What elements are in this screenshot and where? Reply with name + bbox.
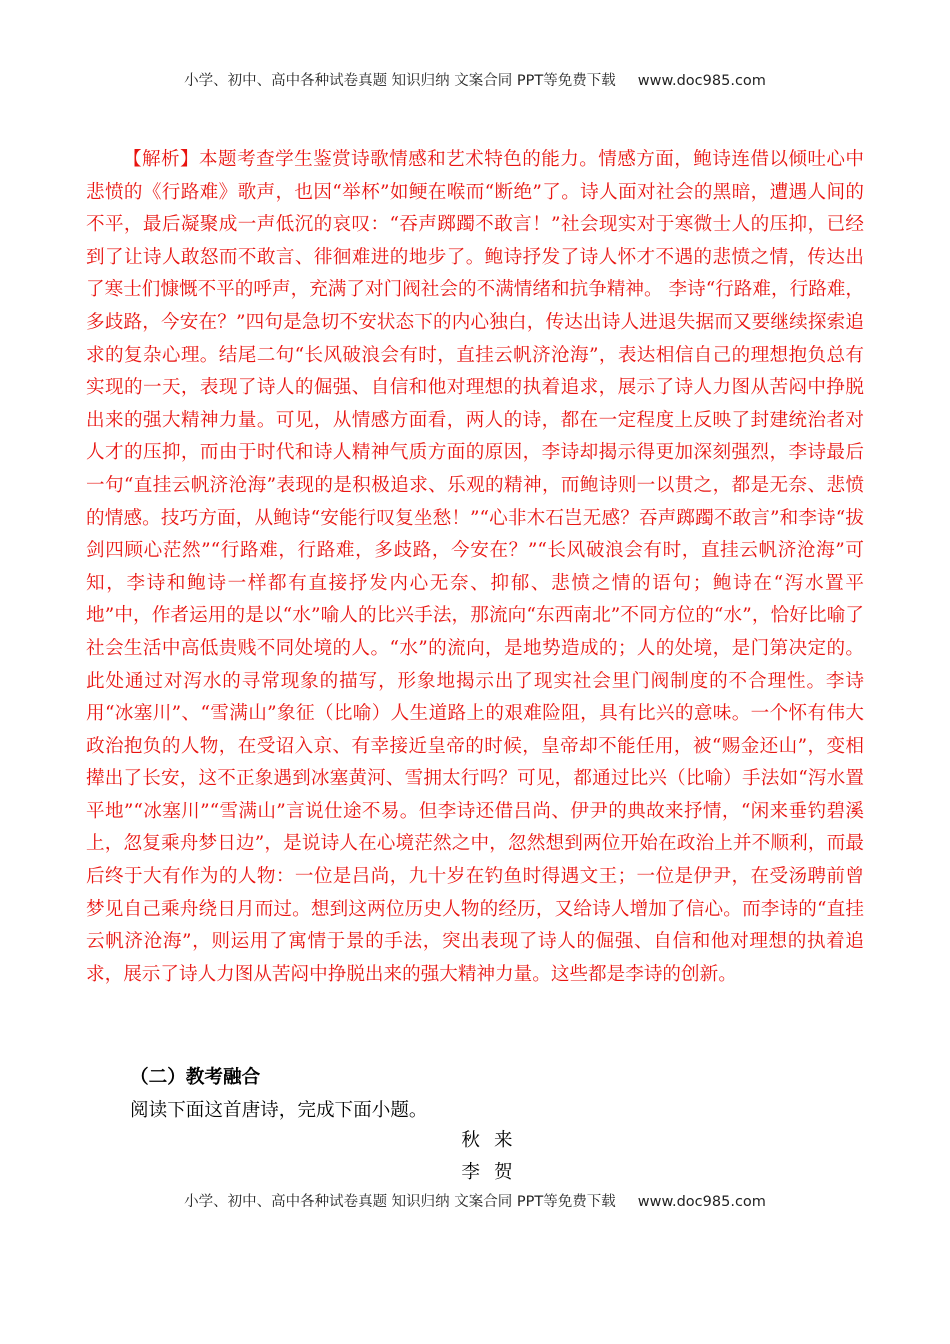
header-url[interactable]: www.doc985.com	[637, 73, 766, 89]
section-instruction: 阅读下面这首唐诗，完成下面小题。	[130, 1100, 428, 1121]
analysis-body: 本题考查学生鉴赏诗歌情感和艺术特色的能力。情感方面，鲍诗连借以倾吐心中悲愤的《行路难》歌声，也因“举杯”如鲠在喉而“断绝”了。诗人面对社会的黑暗，遭遇人间的不平，最后凝聚成一声低沉的哀叹：“吞声踯躅不敢言！”社会现实对于寒微士人的压抑，已经到了让诗人敢怒而不敢言、徘徊难进的地步了。鲍诗抒发了诗人怀才不遇的悲愤之情，传达出了寒士们慷慨不平的呼声，充满了对门阀社会的不满情绪和抗争精神。 李诗“行路难，行路难，多歧路，今安在？”四句是急切不安状态下的内心独白，传达出诗人进退失据而又要继续探索追求的复杂心理。结尾二句“长风破浪会有时，直挂云帆济沧海”，表达相信自己的理想抱负总有实现的一天，表现了诗人的倔强、自信和他对理想的执着追求，展示了诗人力图从苦闷中挣脱出来的强大精神力量。可见，从情感方面看，两人的诗，都在一定程度上反映了封建统治者对人才的压抑，而由于时代和诗人精神气质方面的原因，李诗却揭示得更加深刻强烈，李诗最后一句“直挂云帆济沧海”表现的是积极追求、乐观的精神，而鲍诗则一以贯之，都是无奈、悲愤的情感。技巧方面，从鲍诗“安能行叹复坐愁！”“心非木石岂无感？吞声踯躅不敢言”和李诗“拔剑四顾心茫然”“行路难，行路难，多歧路，今安在？”“长风破浪会有时，直挂云帆济沧海”可知，李诗和鲍诗一样都有直接抒发内心无奈、抑郁、悲愤之情的语句；鲍诗在“泻水置平地”中，作者运用的是以“水”喻人的比兴手法，那流向“东西南北”不同方位的“水”，恰好比喻了社会生活中高低贵贱不同处境的人。“水”的流向，是地势造成的；人的处境，是门第决定的。此处通过对泻水的寻常现象的描写，形象地揭示出了现实社会里门阀制度的不合理性。李诗用“冰塞川”、“雪满山”象征（比喻）人生道路上的艰难险阻，具有比兴的意味。一个怀有伟大政治抱负的人物，在受诏入京、有幸接近皇帝的时候，皇帝却不能任用，被“赐金还山”，变相撵出了长安，这不正象遇到冰塞黄河、雪拥太行吗？可见，都通过比兴（比喻）手法如“泻水置平地”“冰塞川”“雪满山”言说仕途不易。但李诗还借吕尚、伊尹的典故来抒情，“闲来垂钓碧溪上，忽复乘舟梦日边”，是说诗人在心境茫然之中，忽然想到两位开始在政治上并不顺利，而最后终于大有作为的人物：一位是吕尚，九十岁在钓鱼时得遇文王；一位是伊尹，在受汤聘前曾梦见自己乘舟绕日月而过。想到这两位历史人物的经历，又给诗人增加了信心。而李诗的“直挂云帆济沧海”，则运用了寓情于景的手法，突出表现了诗人的倔强、自信和他对理想的执着追求，展示了诗人力图从苦闷中挣脱出来的强大精神力量。这些都是李诗的创新。	[86, 149, 864, 985]
analysis-tag: 【解析】	[123, 149, 200, 170]
analysis-paragraph	[86, 144, 864, 991]
section-title: （二）教考融合	[130, 1067, 261, 1088]
page-footer	[0, 1190, 950, 1211]
header-text: 小学、初中、高中各种试卷真题 知识归纳 文案合同 PPT等免费下载	[184, 73, 616, 89]
footer-text: 小学、初中、高中各种试卷真题 知识归纳 文案合同 PPT等免费下载	[184, 1194, 616, 1210]
poem-author: 李贺	[461, 1162, 527, 1183]
footer-url[interactable]: www.doc985.com	[637, 1194, 766, 1210]
page-header	[0, 69, 950, 90]
poem-title: 秋来	[461, 1130, 527, 1151]
